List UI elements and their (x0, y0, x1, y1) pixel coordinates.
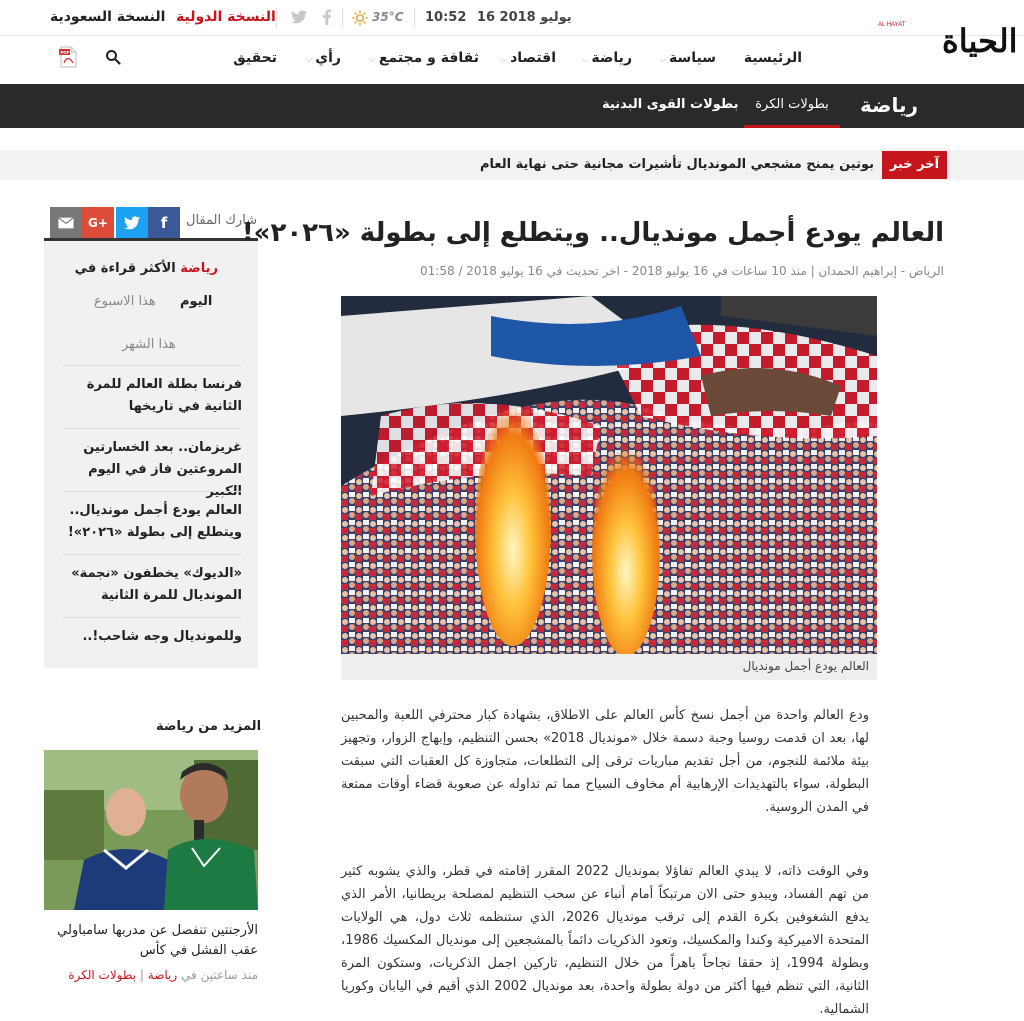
chevron-down-icon: ⌵ (500, 55, 508, 65)
svg-text:PDF: PDF (60, 50, 70, 55)
most-read-panel (44, 238, 258, 668)
chevron-down-icon: ⌵ (305, 55, 313, 65)
time: 10:52 (425, 10, 467, 25)
divider (414, 8, 415, 28)
most-read-item[interactable]: «الديوك» يخطفون «نجمة» المونديال للمرة الثانية (62, 554, 242, 607)
article-byline: الرياض - إبراهيم الحمدان | منذ 10 ساعات في 16 يوليو 2018 - اخر تحديث في 16 يوليو 2018 / 01:58 (420, 264, 944, 278)
section-title[interactable]: رياضة (860, 93, 918, 117)
share-twitter-button[interactable] (116, 207, 148, 239)
most-read-item[interactable]: وللمونديال وجه شاحب!.. (62, 617, 242, 648)
nav-home[interactable]: الرئيسية (743, 50, 802, 66)
most-read-item[interactable]: العالم يودع أجمل مونديال.. ويتطلع إلى بطولة «٢٠٢٦»! (62, 491, 242, 544)
article-headline: العالم يودع أجمل مونديال.. ويتطلع إلى بطولة «٢٠٢٦»! (241, 218, 944, 248)
meta-separator: | (139, 968, 144, 982)
twitter-icon (124, 216, 140, 230)
date-time (425, 10, 572, 25)
share-label: شارك المقال (186, 213, 258, 228)
nav-opinion[interactable]: ⌵ رأي (305, 50, 341, 66)
nav-politics[interactable]: ⌵ سياسة (659, 50, 716, 66)
tab-today[interactable]: اليوم (180, 294, 213, 309)
most-read-heading: رياضة الأكثر قراءة في (74, 261, 218, 276)
email-icon (58, 217, 74, 229)
logo-tag: AL HAYAT (878, 22, 906, 28)
breaking-tag: آخر خبر (882, 151, 947, 179)
image-caption: العالم يودع أجمل مونديال (341, 654, 877, 680)
edition-international-link[interactable]: النسخة الدولية (176, 9, 276, 25)
divider (276, 8, 277, 28)
more-article-title[interactable]: الأرجنتين تنفصل عن مدربها سامباولي عقب الفشل في كأس (57, 923, 258, 958)
edition-ksa-link[interactable]: النسخة السعودية (50, 9, 166, 25)
twitter-icon[interactable] (291, 10, 307, 24)
breaking-news-strip (0, 150, 1024, 180)
nav-culture-society[interactable]: ⌵ ثقافة و مجتمع (369, 50, 479, 66)
article-hero-image (341, 296, 877, 654)
logo-wordmark: الحياة (942, 22, 1018, 60)
tab-athletics-tournaments[interactable]: بطولات القوى البدنية (602, 97, 739, 112)
breaking-headline[interactable]: بوتين يمنح مشجعي المونديال تأشيرات مجانية حتى نهاية العام (479, 157, 874, 172)
more-from-heading: المزيد من رياضة (156, 719, 262, 734)
chevron-down-icon: ⌵ (369, 55, 376, 65)
tab-this-month[interactable]: هذا الشهر (122, 337, 176, 352)
more-article-section-link[interactable]: رياضة (147, 968, 178, 982)
most-read-item[interactable]: فرنسا بطلة العالم للمرة الثانية في تاريخها (62, 365, 242, 418)
site-logo[interactable] (838, 18, 1018, 62)
facebook-icon: f (160, 214, 168, 232)
share-facebook-button[interactable] (148, 207, 180, 239)
temperature: 35°C (372, 10, 404, 24)
pdf-icon[interactable] (58, 46, 78, 68)
article-paragraph: وفي الوقت ذاته، لا يبدي العالم تفاؤلا بمونديال 2022 المقرر إقامته في قطر، والذي يشوبه كثير من تهم الفساد، ويبدو حتى الان مرتبكاً أمام أنباء عن سحب التنظيم لمصلحة بريطانيا، الأمر الذي يدفع الشغوفين بكرة القدم إلى ترقب مونديال 2026، الذي ستنظمه ثلاث دول، هي الولايات المتحدة الاميركية وكندا والمكسيك، وتعود الذكريات دائماً بالمشجعين إلى مونديال المكسيك 1986، وبطولة 1994، إذ حققا نجاحاً باهراً من خلال التنظيم، تاركين اجمل الذكريات، وستكون المرة الثانية، التي تنظم فيها أكثر من دولة بطولة واحدة، بعد مونديال 2002 الذي أقيم في اليابان وكوريا الشمالية. (341, 864, 870, 1017)
more-article-image[interactable] (44, 750, 258, 910)
most-read-item[interactable]: غريزمان.. بعد الخسارتين المروعتين فاز في اليوم الكبير (62, 428, 242, 503)
tab-this-week[interactable]: هذا الاسبوع (94, 294, 156, 309)
share-google-plus-button[interactable] (82, 207, 114, 239)
tab-football-tournaments[interactable]: بطولات الكرة (744, 84, 840, 128)
google-plus-icon: G+ (88, 216, 108, 230)
more-article-time: منذ ساعتين في (181, 968, 258, 982)
chevron-down-icon: ⌵ (659, 55, 666, 65)
share-email-button[interactable] (50, 207, 82, 239)
nav-economy[interactable]: ⌵ اقتصاد (500, 50, 556, 66)
facebook-icon[interactable] (322, 9, 332, 25)
section-bar (0, 84, 1024, 128)
article-paragraph: ودع العالم واحدة من أجمل نسخ كأس العالم على الاطلاق، بشهادة كبار محترفي اللعبة والمحبين لها، بعد ان قدمت روسيا وجبة دسمة خلال «مونديال 2018» بحسن التنظيم، وإبهاج الزوار، وتجهيز بيئة ملائمة للنجوم، من أجل تقديم مباريات ترقى إلى التطلعات، متجاوزة كل العقبات التي سبقت البطولة، سواء بالتهديدات الإرهابية أم مخاوف السياح مما تم تداوله عن صعوبة قضاء أوقات ممتعة في المدن الروسية. (341, 708, 869, 815)
search-icon[interactable] (105, 49, 121, 65)
divider (342, 8, 343, 28)
date: 16 يوليو 2018 (476, 10, 572, 25)
more-article-subsection-link[interactable]: بطولات الكرة (68, 968, 137, 982)
more-article-meta (44, 968, 258, 982)
chevron-down-icon: ⌵ (581, 55, 589, 65)
nav-sports[interactable]: ⌵ رياضة (581, 50, 632, 66)
sun-icon (352, 10, 368, 26)
nav-investigation[interactable]: تحقيق (233, 50, 277, 66)
